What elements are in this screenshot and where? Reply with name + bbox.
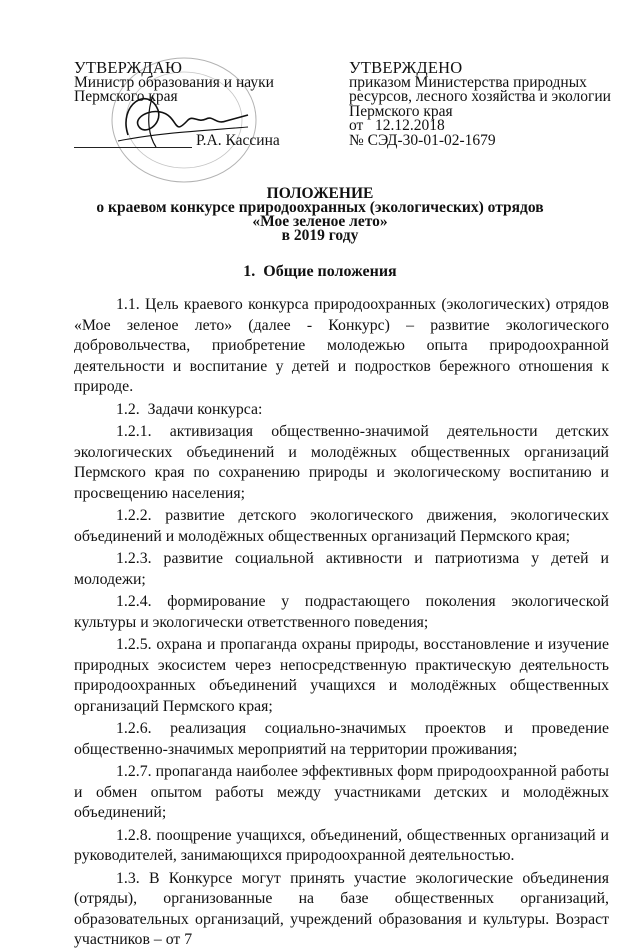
document-subtitle-3: в 2019 году	[281, 227, 359, 244]
approval-position: Министр образования и науки	[74, 73, 274, 91]
paragraph-1-2: 1.2. Задачи конкурса:	[116, 400, 263, 418]
approved-title: УТВЕРЖДЕНО	[349, 58, 463, 77]
order-line-1: приказом Министерства природных	[349, 73, 587, 91]
section-heading: 1. Общие положения	[243, 263, 397, 280]
paragraph-1-2-6: 1.2.6. реализация социально-значимых проектов и проведение общественно-значимых мероприятий на территории проживания;	[74, 720, 609, 758]
paragraph-1-2-4: 1.2.4. формирование у подрастающего поколения экологической культуры и экологически ответственного поведения;	[74, 593, 609, 631]
order-line-2: ресурсов, лесного хозяйства и экологии	[349, 88, 611, 105]
approval-block-left	[74, 58, 274, 105]
paragraph-1-2-5: 1.2.5. охрана и пропаганда охраны природы, восстановление и изучение природных экосистем через непосредственную практическую деятельность природоохранных объединений учащихся и молодёжных общественных организаций Пермского края;	[74, 636, 609, 715]
approval-block-right	[349, 58, 611, 149]
document-subtitle-2: «Мое зеленое лето»	[252, 213, 388, 230]
document-subtitle-1: о краевом конкурсе природоохранных (экологических) отрядов	[96, 199, 544, 216]
document-body	[74, 295, 609, 951]
signatory-name: Р.А. Кассина	[196, 132, 280, 149]
signature-line	[74, 147, 192, 148]
approval-region: Пермского края	[74, 88, 178, 105]
paragraph-1-2-3: 1.2.3. развитие социальной активности и патриотизма у детей и молодежи;	[74, 550, 609, 588]
order-date: от 12.12.2018	[349, 117, 445, 134]
paragraph-1-3: 1.3. В Конкурсе могут принять участие экологические объединения (отряды), организованные на базе общественных организаций, образовательных организаций, учреждений образования и культуры. Возраст участников – от 7	[74, 869, 609, 948]
paragraph-1-1: 1.1. Цель краевого конкурса природоохранных (экологических) отрядов «Мое зеленое лето» (далее - Конкурс) – развитие экологического добровольчества, приобретение молодежью опыта природоохранной деятельности и воспитание у детей и подростков бережного отношения к природе.	[74, 296, 609, 395]
signature-row	[74, 131, 294, 149]
order-line-3: Пермского края	[349, 102, 453, 120]
paragraph-1-2-8: 1.2.8. поощрение учащихся, объединений, общественных организаций и руководителей, занимающихся природоохранной деятельностью.	[74, 826, 609, 864]
paragraph-1-2-7: 1.2.7. пропаганда наиболее эффективных форм природоохранной работы и обмен опытом работы между участниками детских и молодёжных объединений;	[74, 763, 609, 821]
document-title: ПОЛОЖЕНИЕ	[266, 185, 374, 202]
approval-title: УТВЕРЖДАЮ	[74, 58, 183, 77]
paragraph-1-2-2: 1.2.2. развитие детского экологического движения, экологических объединений и молодёжных общественных организаций Пермского края;	[74, 507, 609, 545]
paragraph-1-2-1: 1.2.1. активизация общественно-значимой деятельности детских экологических объединений и молодёжных общественных организаций Пермского края по сохранению природы и экологическому воспитанию и просвещению населения;	[74, 423, 609, 502]
order-number: № СЭД-30-01-02-1679	[349, 131, 496, 149]
